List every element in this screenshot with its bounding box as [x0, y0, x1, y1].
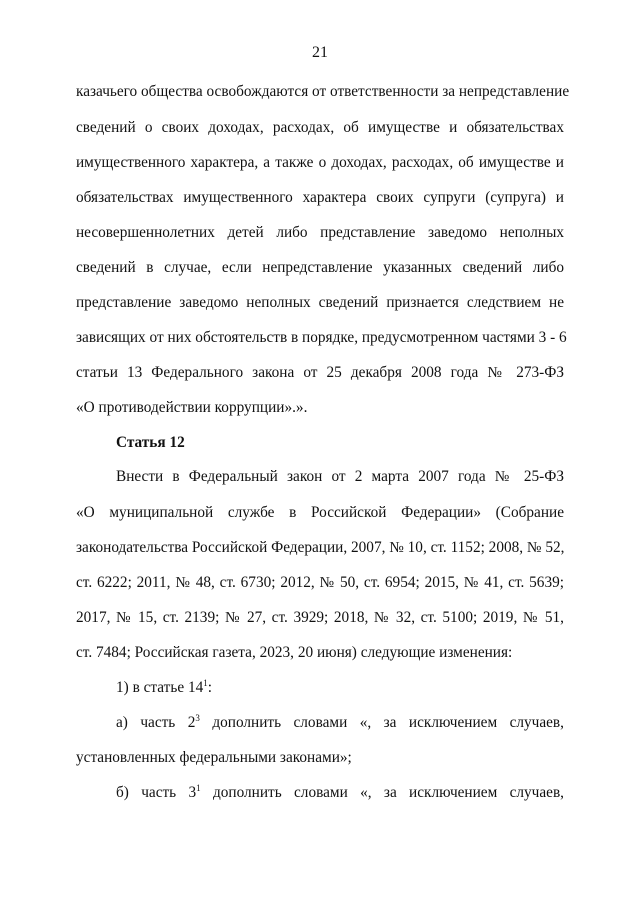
superscript: 1: [196, 782, 201, 793]
paragraph-line: сведений о своих доходах, расходах, об имуществе и обязательствах: [76, 119, 564, 136]
paragraph-line: несовершеннолетних детей либо представление заведомо неполных: [76, 224, 564, 241]
list-item-a-continuation: установленных федеральными законами»;: [76, 749, 352, 766]
article-heading: Статья 12: [116, 434, 185, 451]
paragraph-line: ст. 6222; 2011, № 48, ст. 6730; 2012, № 50, ст. 6954; 2015, № 41, ст. 5639;: [76, 574, 564, 591]
paragraph-line: «О противодействии коррупции».».: [76, 399, 308, 416]
paragraph-line: ст. 7484; Российская газета, 2023, 20 июня) следующие изменения:: [76, 644, 513, 661]
paragraph-line: зависящих от них обстоятельств в порядке, предусмотренном частями 3 - 6: [76, 329, 567, 346]
page-number: 21: [312, 44, 328, 61]
list-item-a: [116, 713, 564, 733]
paragraph-line: сведений в случае, если непредставление указанных сведений либо: [76, 259, 564, 276]
list-item-1: [116, 678, 416, 698]
item-suffix: :: [207, 679, 212, 696]
paragraph-line: «О муниципальной службе в Российской Федерации» (Собрание: [76, 504, 564, 521]
item-rest: дополнить словами «, за исключением случаев,: [200, 784, 564, 801]
paragraph-line: имущественного характера, а также о доходах, расходах, об имуществе и: [76, 154, 564, 171]
paragraph-line: законодательства Российской Федерации, 2007, № 10, ст. 1152; 2008, № 52,: [76, 539, 565, 556]
superscript: 3: [195, 712, 200, 723]
paragraph-line: казачьего общества освобождаются от ответственности за непредставление: [76, 83, 570, 100]
item-text: 1) в статье 14: [116, 679, 204, 696]
item-text: а) часть 2: [116, 714, 196, 731]
item-rest: дополнить словами «, за исключением случаев,: [199, 714, 564, 731]
superscript: 1: [203, 677, 208, 688]
paragraph-line: Внести в Федеральный закон от 2 марта 2007 года № 25-ФЗ: [116, 468, 564, 485]
paragraph-line: 2017, № 15, ст. 2139; № 27, ст. 3929; 2018, № 32, ст. 5100; 2019, № 51,: [76, 609, 564, 626]
paragraph-line: обязательствах имущественного характера своих супруги (супруга) и: [76, 189, 564, 206]
paragraph-line: статьи 13 Федерального закона от 25 декабря 2008 года № 273-ФЗ: [76, 364, 564, 381]
paragraph-line: представление заведомо неполных сведений признается следствием не: [76, 294, 564, 311]
item-text: б) часть 3: [116, 784, 197, 801]
list-item-b: [116, 783, 564, 803]
